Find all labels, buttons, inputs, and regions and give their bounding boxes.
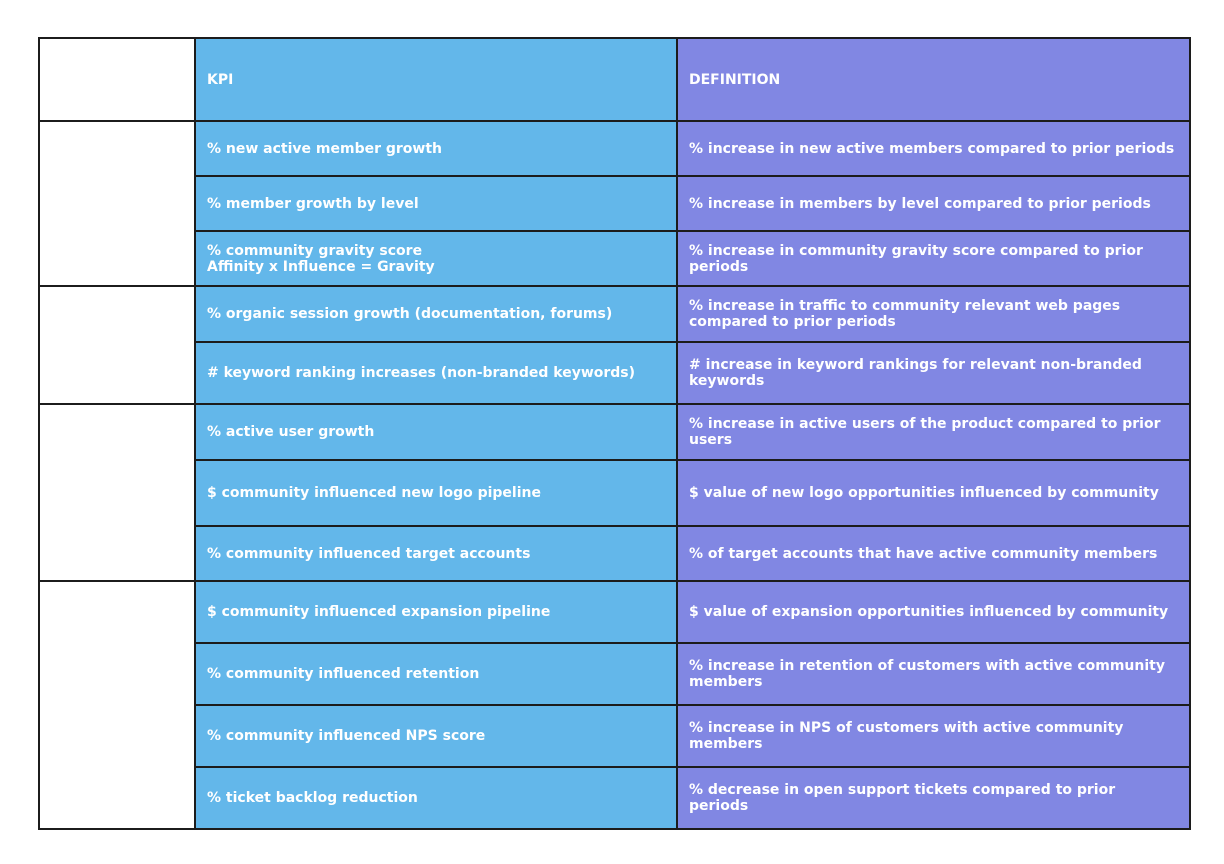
definition-cell: % increase in community gravity score compared to prior periods (677, 231, 1190, 286)
table-row (39, 176, 1190, 231)
category-community: Community (39, 121, 195, 286)
kpi-subtext: Affinity x Influence = Gravity (207, 258, 435, 275)
table-row (39, 526, 1190, 581)
definition-cell: % increase in retention of customers with active community members (677, 643, 1190, 705)
table-row (39, 581, 1190, 643)
definition-cell: % decrease in open support tickets compared to prior periods (677, 767, 1190, 829)
kpi-cell: $ community influenced new logo pipeline (195, 460, 677, 526)
kpi-text: % community gravity score (207, 242, 423, 259)
table-row (39, 705, 1190, 767)
table-row (39, 286, 1190, 342)
table-row (39, 231, 1190, 286)
kpi-column-header: KPI (195, 38, 677, 121)
definition-cell: % of target accounts that have active community members (677, 526, 1190, 581)
kpi-cell (195, 231, 677, 286)
kpi-cell: $ community influenced expansion pipeline (195, 581, 677, 643)
kpi-cell: % new active member growth (195, 121, 677, 176)
kpi-cell: % member growth by level (195, 176, 677, 231)
table-row (39, 460, 1190, 526)
definition-cell: % increase in new active members compared to prior periods (677, 121, 1190, 176)
definition-cell: $ value of new logo opportunities influenced by community (677, 460, 1190, 526)
kpi-cell: % active user growth (195, 404, 677, 460)
definition-cell: % increase in active users of the product compared to prior users (677, 404, 1190, 460)
definition-column-header: DEFINITION (677, 38, 1190, 121)
definition-cell: % increase in traffic to community relevant web pages compared to prior periods (677, 286, 1190, 342)
category-prospects: Prospects (39, 404, 195, 581)
header-row (39, 38, 1190, 121)
definition-cell: % increase in NPS of customers with active community members (677, 705, 1190, 767)
kpi-cell: % ticket backlog reduction (195, 767, 677, 829)
category-customers: Customers (39, 581, 195, 829)
kpi-cell: % community influenced NPS score (195, 705, 677, 767)
table-row (39, 342, 1190, 404)
category-seo: SEO (39, 286, 195, 404)
kpi-cell: % organic session growth (documentation, forums) (195, 286, 677, 342)
kpi-cell: % community influenced target accounts (195, 526, 677, 581)
kpi-cell: # keyword ranking increases (non-branded keywords) (195, 342, 677, 404)
definition-cell: # increase in keyword rankings for relevant non-branded keywords (677, 342, 1190, 404)
header-corner (39, 38, 195, 121)
table-row (39, 767, 1190, 829)
kpi-cell: % community influenced retention (195, 643, 677, 705)
table-row (39, 404, 1190, 460)
definition-cell: % increase in members by level compared to prior periods (677, 176, 1190, 231)
kpi-table (38, 37, 1191, 830)
table-row (39, 121, 1190, 176)
table-row (39, 643, 1190, 705)
definition-cell: $ value of expansion opportunities influenced by community (677, 581, 1190, 643)
